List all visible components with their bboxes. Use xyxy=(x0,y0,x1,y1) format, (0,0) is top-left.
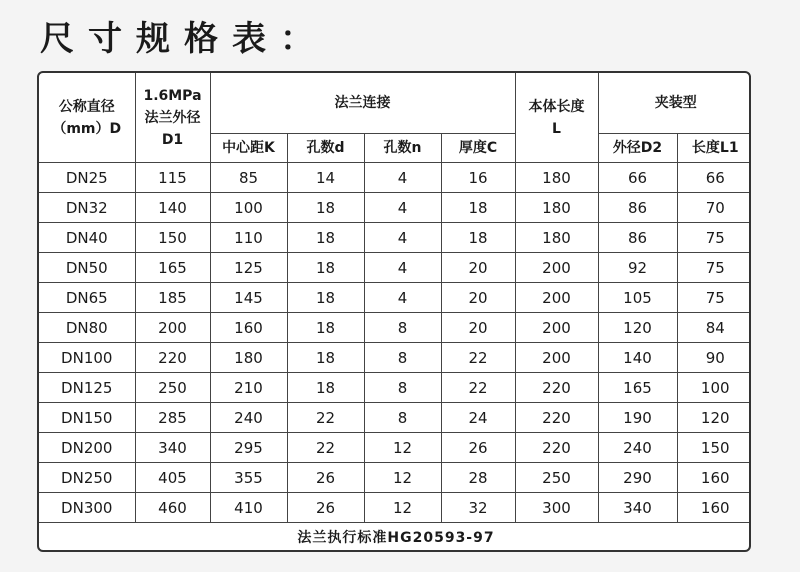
spec-table-frame xyxy=(37,71,751,552)
table-cell: DN200 xyxy=(39,433,135,463)
table-cell: 100 xyxy=(677,373,751,403)
table-cell: 20 xyxy=(441,253,515,283)
table-cell: 285 xyxy=(135,403,210,433)
table-cell: 22 xyxy=(441,373,515,403)
table-cell: 28 xyxy=(441,463,515,493)
table-cell: 145 xyxy=(210,283,287,313)
table-cell: 240 xyxy=(210,403,287,433)
table-cell: DN65 xyxy=(39,283,135,313)
table-cell: DN300 xyxy=(39,493,135,523)
page-title: 尺寸规格表： xyxy=(40,19,328,59)
header-nominal-diameter: 公称直径 （mm）D xyxy=(39,73,135,163)
table-header xyxy=(39,73,751,163)
table-row xyxy=(39,223,751,253)
table-cell: 355 xyxy=(210,463,287,493)
table-cell: 250 xyxy=(135,373,210,403)
table-row xyxy=(39,343,751,373)
table-row xyxy=(39,463,751,493)
table-cell: 18 xyxy=(287,313,364,343)
table-cell: 150 xyxy=(677,433,751,463)
table-cell: 200 xyxy=(515,253,598,283)
table-cell: 32 xyxy=(441,493,515,523)
table-cell: 8 xyxy=(364,373,441,403)
table-cell: 8 xyxy=(364,343,441,373)
table-cell: 18 xyxy=(287,343,364,373)
table-row xyxy=(39,163,751,193)
table-cell: 4 xyxy=(364,163,441,193)
table-cell: 165 xyxy=(135,253,210,283)
table-cell: 100 xyxy=(210,193,287,223)
table-cell: DN80 xyxy=(39,313,135,343)
table-cell: 22 xyxy=(287,433,364,463)
table-row xyxy=(39,373,751,403)
table-cell: 105 xyxy=(598,283,677,313)
header-thickness: 厚度C xyxy=(441,134,515,163)
table-cell: DN150 xyxy=(39,403,135,433)
table-cell: 75 xyxy=(677,283,751,313)
table-cell: 16 xyxy=(441,163,515,193)
table-cell: 66 xyxy=(677,163,751,193)
table-cell: DN125 xyxy=(39,373,135,403)
table-cell: DN25 xyxy=(39,163,135,193)
table-cell: 120 xyxy=(598,313,677,343)
table-cell: 160 xyxy=(677,463,751,493)
table-cell: 90 xyxy=(677,343,751,373)
table-cell: 20 xyxy=(441,313,515,343)
table-cell: 4 xyxy=(364,253,441,283)
table-cell: 180 xyxy=(210,343,287,373)
header-hole-d: 孔数d xyxy=(287,134,364,163)
table-cell: 75 xyxy=(677,253,751,283)
header-center-distance: 中心距K xyxy=(210,134,287,163)
table-row xyxy=(39,313,751,343)
table-cell: 120 xyxy=(677,403,751,433)
header-outer-diameter-d2: 外径D2 xyxy=(598,134,677,163)
header-body-length: 本体长度 L xyxy=(515,73,598,163)
table-cell: 18 xyxy=(441,193,515,223)
table-cell: 110 xyxy=(210,223,287,253)
table-cell: 18 xyxy=(287,253,364,283)
table-cell: 140 xyxy=(598,343,677,373)
table-cell: 115 xyxy=(135,163,210,193)
table-cell: 75 xyxy=(677,223,751,253)
table-cell: 18 xyxy=(287,223,364,253)
table-cell: 220 xyxy=(135,343,210,373)
table-cell: 84 xyxy=(677,313,751,343)
table-cell: 26 xyxy=(441,433,515,463)
table-row xyxy=(39,403,751,433)
table-cell: 150 xyxy=(135,223,210,253)
table-cell: 220 xyxy=(515,403,598,433)
table-cell: 4 xyxy=(364,193,441,223)
table-cell: DN50 xyxy=(39,253,135,283)
header-hole-n: 孔数n xyxy=(364,134,441,163)
table-cell: 12 xyxy=(364,433,441,463)
table-cell: 405 xyxy=(135,463,210,493)
table-cell: 460 xyxy=(135,493,210,523)
table-cell: 165 xyxy=(598,373,677,403)
table-row xyxy=(39,193,751,223)
table-cell: 240 xyxy=(598,433,677,463)
table-cell: 22 xyxy=(441,343,515,373)
table-cell: 18 xyxy=(287,193,364,223)
table-cell: 340 xyxy=(135,433,210,463)
header-clamp-type: 夹装型 xyxy=(598,73,751,134)
table-cell: 160 xyxy=(210,313,287,343)
spec-table xyxy=(39,73,751,551)
header-flange-outer-diameter: 1.6MPa 法兰外径 D1 xyxy=(135,73,210,163)
table-cell: 24 xyxy=(441,403,515,433)
header-length-l1: 长度L1 xyxy=(677,134,751,163)
table-row xyxy=(39,493,751,523)
table-cell: 200 xyxy=(515,283,598,313)
table-cell: 4 xyxy=(364,223,441,253)
table-cell: 125 xyxy=(210,253,287,283)
table-cell: 210 xyxy=(210,373,287,403)
table-cell: 290 xyxy=(598,463,677,493)
table-cell: 140 xyxy=(135,193,210,223)
table-cell: 86 xyxy=(598,223,677,253)
table-cell: 18 xyxy=(287,283,364,313)
table-cell: 200 xyxy=(515,343,598,373)
table-cell: 295 xyxy=(210,433,287,463)
table-cell: 70 xyxy=(677,193,751,223)
table-row xyxy=(39,253,751,283)
table-cell: 12 xyxy=(364,463,441,493)
table-cell: 92 xyxy=(598,253,677,283)
table-cell: 190 xyxy=(598,403,677,433)
table-cell: 18 xyxy=(441,223,515,253)
table-cell: 180 xyxy=(515,163,598,193)
table-cell: DN40 xyxy=(39,223,135,253)
table-cell: 26 xyxy=(287,493,364,523)
table-cell: 20 xyxy=(441,283,515,313)
table-row xyxy=(39,433,751,463)
table-cell: 180 xyxy=(515,193,598,223)
table-cell: 250 xyxy=(515,463,598,493)
table-cell: 66 xyxy=(598,163,677,193)
table-cell: 12 xyxy=(364,493,441,523)
table-cell: 185 xyxy=(135,283,210,313)
flange-standard-note: 法兰执行标准HG20593-97 xyxy=(39,523,751,552)
table-row xyxy=(39,283,751,313)
table-cell: 14 xyxy=(287,163,364,193)
table-cell: 22 xyxy=(287,403,364,433)
header-flange-connection: 法兰连接 xyxy=(210,73,515,134)
table-cell: 300 xyxy=(515,493,598,523)
table-cell: 180 xyxy=(515,223,598,253)
table-cell: 160 xyxy=(677,493,751,523)
table-cell: 8 xyxy=(364,313,441,343)
table-cell: DN100 xyxy=(39,343,135,373)
table-cell: 86 xyxy=(598,193,677,223)
table-cell: 200 xyxy=(515,313,598,343)
table-cell: 26 xyxy=(287,463,364,493)
table-cell: 220 xyxy=(515,373,598,403)
table-cell: DN250 xyxy=(39,463,135,493)
table-cell: 200 xyxy=(135,313,210,343)
table-cell: 220 xyxy=(515,433,598,463)
table-cell: 8 xyxy=(364,403,441,433)
table-cell: 85 xyxy=(210,163,287,193)
table-cell: 18 xyxy=(287,373,364,403)
table-cell: DN32 xyxy=(39,193,135,223)
table-cell: 4 xyxy=(364,283,441,313)
table-cell: 340 xyxy=(598,493,677,523)
table-cell: 410 xyxy=(210,493,287,523)
table-body xyxy=(39,163,751,523)
